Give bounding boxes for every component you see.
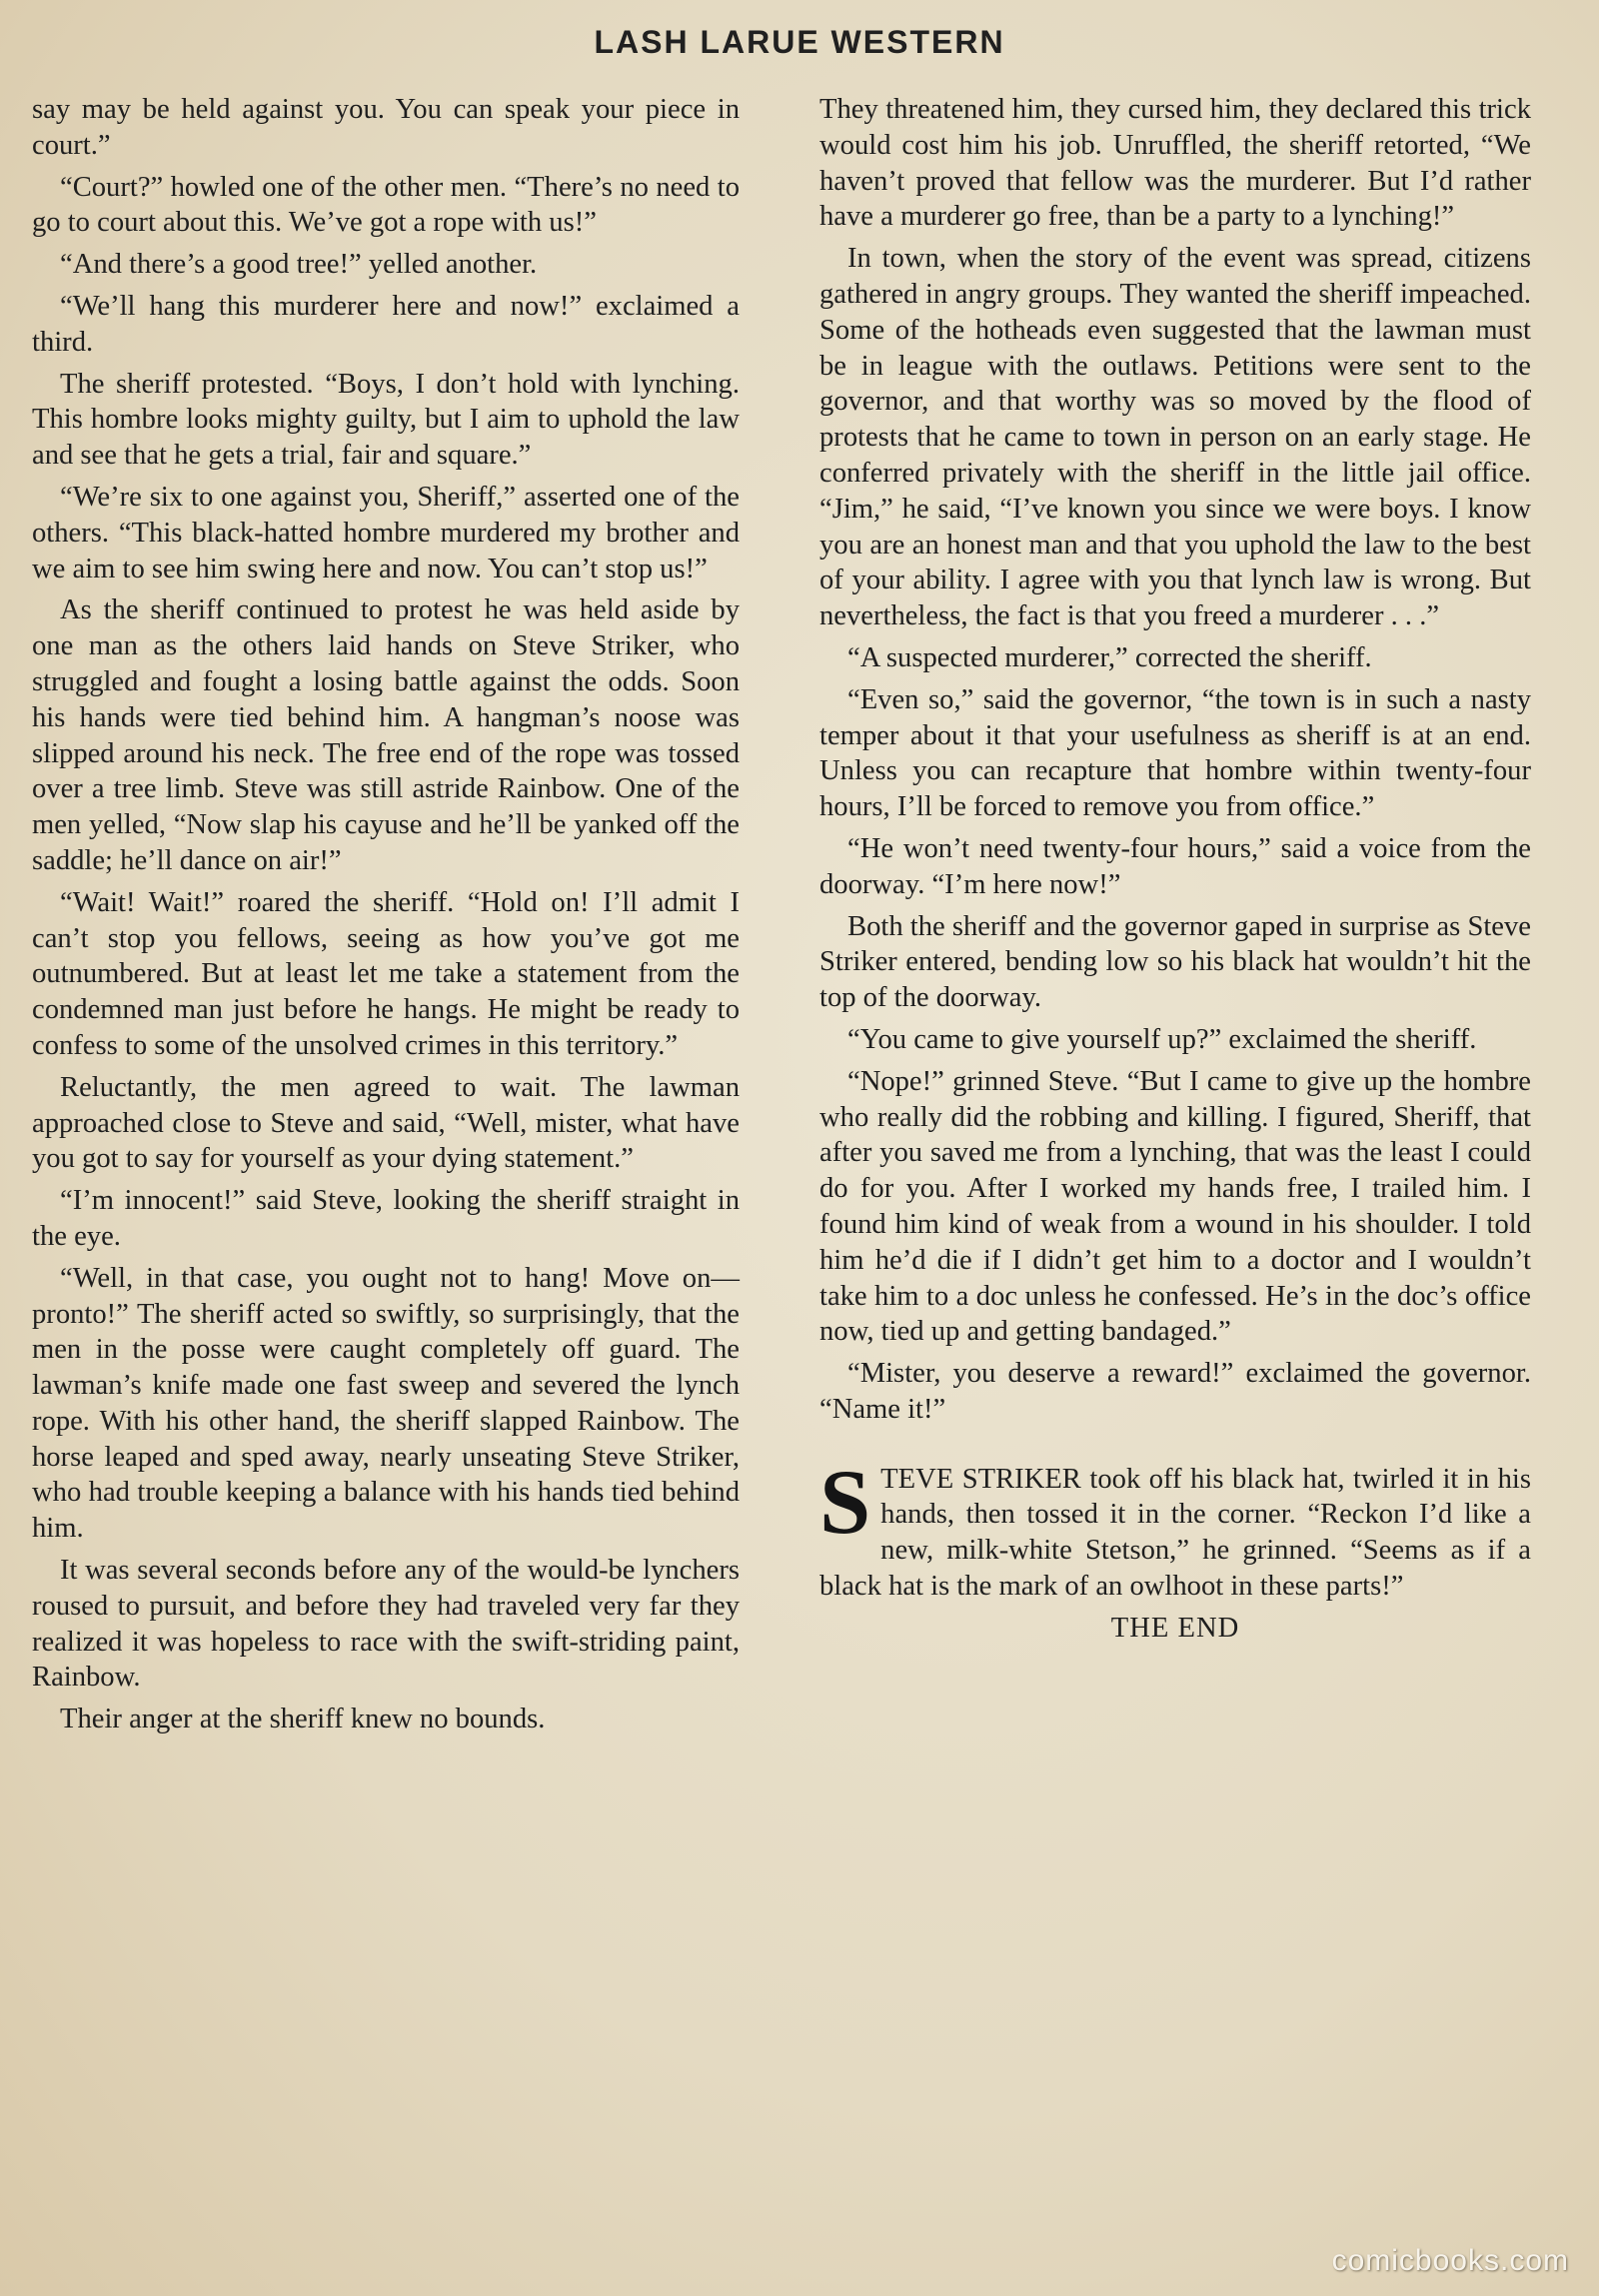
paragraph: “Nope!” grinned Steve. “But I came to give up the hombre who really did the robbing and killing. I figured, Sheriff, that after you saved me from a lynching, that was the least I could do for you. After I worked my hands free, I trailed him. I found him kind of weak from a wound in his shoulder. I told him he’d die if I didn’t get him to a doctor and I wouldn’t take him to a doc unless he confessed. He’s in the doc’s office now, tied up and getting bandaged.”: [819, 1065, 1531, 1348]
paragraph: “Even so,” said the governor, “the town is in such a nasty temper about it that your usefulness as sheriff is at an end. Unless you can recapture that hombre within twenty-four hours, I’ll be forced to remove you from office.”: [819, 683, 1531, 823]
paragraph: say may be held against you. You can speak your piece in court.”: [32, 94, 740, 161]
paragraph: “You came to give yourself up?” exclaimed the sheriff.: [847, 1023, 1477, 1055]
paragraph: “I’m innocent!” said Steve, looking the sheriff straight in the eye.: [32, 1185, 740, 1252]
paragraph: “Well, in that case, you ought not to hang! Move on—pronto!” The sheriff acted so swiftly, so surprisingly, that the men in the posse were caught completely off guard. The lawman’s knife made one fast sweep and severed the lynch rope. With his other hand, the sheriff slapped Rainbow. The horse leaped and sped away, nearly unseating Steve Striker, who had trouble keeping a balance with his hands tied behind him.: [32, 1262, 740, 1545]
right-column: [819, 92, 1531, 1647]
paragraph: “Court?” howled one of the other men. “There’s no need to go to court about this. We’ve got a rope with us!”: [32, 171, 740, 239]
paragraph: They threatened him, they cursed him, they declared this trick would cost him his job. Unruffled, the sheriff retorted, “We haven’t proved that fellow was the murderer. But I’d rather have a murderer go free, than be a party to a lynching!”: [819, 94, 1531, 233]
final-paragraph: [819, 1450, 1531, 1605]
paragraph: “He won’t need twenty-four hours,” said a voice from the doorway. “I’m here now!”: [819, 832, 1531, 900]
paragraph: “Mister, you deserve a reward!” exclaimed the governor. “Name it!”: [819, 1358, 1531, 1425]
paragraph: Both the sheriff and the governor gaped in surprise as Steve Striker entered, bending low so his black hat wouldn’t hit the top of the doorway.: [819, 910, 1531, 1014]
final-paragraph-lead: TEVE STRIKER: [880, 1463, 1081, 1495]
paragraph: The sheriff protested. “Boys, I don’t hold with lynching. This hombre looks mighty guilty, but I aim to uphold the law and see that he gets a trial, fair and square.”: [32, 368, 740, 472]
page-header: LASH LARUE WESTERN: [594, 24, 1005, 60]
final-paragraph-text: took off his black hat, twirled it in his hands, then tossed it in the corner. “Reckon I’d like a new, milk-white Stetson,” he grinned. “Seems as if a black hat is the mark of an owlhoot in these parts!”: [819, 1463, 1531, 1603]
paragraph: “Wait! Wait!” roared the sheriff. “Hold on! I’ll admit I can’t stop you fellows, seeing as how you’ve got me outnumbered. But at least let me take a statement from the condemned man just before he hangs. He might be ready to confess to some of the unsolved crimes in this territory.”: [32, 886, 740, 1061]
paragraph: Reluctantly, the men agreed to wait. The lawman approached close to Steve and said, “Well, mister, what have you got to say for yourself as your dying statement.”: [32, 1071, 740, 1175]
paragraph: As the sheriff continued to protest he was held aside by one man as the others laid hands on Steve Striker, who struggled and fought a losing battle against the odds. Soon his hands were tied behind him. A hangman’s noose was slipped around his neck. The free end of the rope was tossed over a tree limb. Steve was still astride Rainbow. One of the men yelled, “Now slap his cayuse and he’ll be yanked off the saddle; he’ll dance on air!”: [32, 594, 740, 876]
paragraph: “We’re six to one against you, Sheriff,” asserted one of the others. “This black-hatted hombre murdered my brother and we aim to see him swing here and now. You can’t stop us!”: [32, 481, 740, 584]
left-column: [32, 92, 740, 1743]
paragraph: It was several seconds before any of the would-be lynchers roused to pursuit, and before they had traveled very far they realized it was hopeless to race with the swift-striding paint, Rainbow.: [32, 1555, 740, 1694]
paragraph: Their anger at the sheriff knew no bounds.: [60, 1704, 546, 1735]
paragraph: “And there’s a good tree!” yelled another.: [60, 249, 538, 281]
paragraph: In town, when the story of the event was spread, citizens gathered in angry groups. They wanted the sheriff impeached. Some of the hotheads even suggested that the lawman must be in league with the outlaws. Petitions were sent to the governor, and that worthy was so moved by the flood of protests that he came to town in person on an early stage. He conferred privately with the sheriff in the little jail office. “Jim,” he said, “I’ve known you since we were boys. I know you are an honest man and that you uphold the law to the best of your ability. I agree with you that lynch law is wrong. But nevertheless, the fact is that you freed a murderer . . .”: [819, 243, 1531, 632]
drop-cap: S: [819, 1450, 871, 1553]
paragraph: “We’ll hang this murderer here and now!” exclaimed a third.: [32, 290, 740, 358]
the-end-label: THE END: [1110, 1612, 1240, 1644]
paragraph: “A suspected murderer,” corrected the sheriff.: [847, 641, 1372, 673]
watermark: comicbooks.com: [1331, 2244, 1569, 2277]
